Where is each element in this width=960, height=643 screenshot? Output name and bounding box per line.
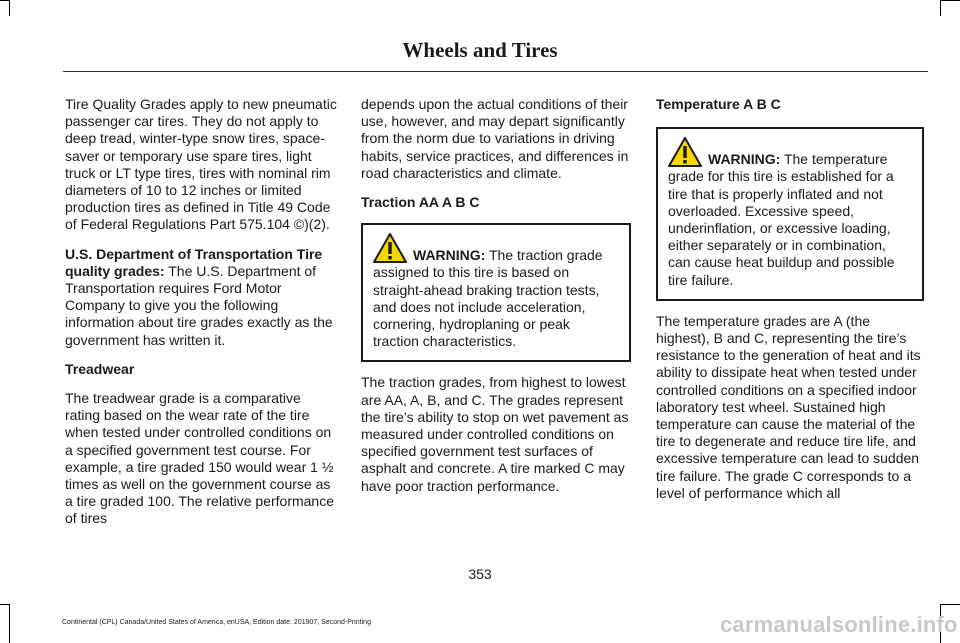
crop-mark (0, 604, 9, 605)
heading-treadwear: Treadwear (65, 360, 135, 377)
column-3 (656, 96, 924, 514)
warning-triangle-icon (373, 233, 407, 263)
heading-temperature: Temperature A B C (656, 96, 781, 112)
dot-grades-label: U.S. Department of Transportation Tire quality grades: (65, 245, 323, 279)
paragraph-temperature-grades: The temperature grades are A (the highest), B and C, representing the tire’s resistance to the generation of heat and its ability to dissipate heat when tested under controlled conditions on a specified indoor laboratory test wheel. Sustained high temperature can cause the material of the tire to degenerate and reduce tire life, and excessive temperature can lead to sudden tire failure. The grade C corresponds to a level of performance which all (656, 312, 921, 501)
heading-traction: Traction AA A B C (361, 194, 480, 211)
warning-text: The temperature grade for this tire is established for a tire that is properly inflated and not overloaded. Excessive speed, underinflation, or excessive loading, either separately or in combination, can cause heat buildup and possible tire failure. (668, 151, 895, 288)
crop-mark (941, 0, 960, 1)
watermark: carmanualsonline.info (720, 612, 958, 637)
warning-triangle-icon (668, 137, 702, 167)
warning-box-temperature (656, 127, 924, 301)
column-1 (65, 96, 337, 540)
paragraph-treadwear: The treadwear grade is a comparative rating based on the wear rate of the tire when tested under controlled conditions on a specified government test course. For example, a tire graded 150 would wear 1 ½ times as well on the government course as a tire graded 100. The relative performance of tires (65, 390, 335, 527)
warning-box-traction (361, 223, 631, 362)
paragraph-quality-grades: Tire Quality Grades apply to new pneumatic passenger car tires. They do not apply to deep tread, winter-type snow tires, space-saver or temporary use spare tires, light truck or LT type tires, tires with nominal rim diameters of 10 to 12 inches or limited production tires as defined in Title 49 Code of Federal Regulations Part 575.104 ©)(2). (65, 96, 337, 233)
paragraph-traction-grades: The traction grades, from highest to lowest are AA, A, B, and C. The grades represent the tire’s ability to stop on wet pavement as measured under controlled conditions on specified government test surfaces of asphalt and concrete. A tire marked C may have poor traction performance. (361, 374, 629, 494)
paragraph-dot-grades (65, 246, 337, 349)
dot-grades-text: The U.S. Department of Transportation requires Ford Motor Company to give you the following information about tire grades exactly as the government has written it. (65, 262, 333, 348)
warning-label: WARNING: (413, 247, 486, 264)
crop-mark (940, 0, 941, 16)
warning-text: The traction grade assigned to this tire is based on straight-ahead braking traction tests, and does not include acceleration, cornering, hydroplaning or peak traction characteristics. (373, 247, 603, 350)
crop-mark (941, 604, 960, 605)
crop-mark (0, 0, 9, 1)
crop-mark (9, 604, 10, 643)
page-title: Wheels and Tires (402, 38, 558, 62)
header-divider (63, 71, 928, 72)
crop-mark (9, 0, 10, 16)
warning-label: WARNING: (708, 151, 781, 168)
paragraph-actual-conditions: depends upon the actual conditions of their use, however, and may depart significantly from the norm due to variations in driving habits, service practices, and differences in road characteristics and climate. (361, 96, 629, 181)
footer-edition: Continental (CPL) Canada/United States of America, enUSA, Edition date: 201907, Second-Printing (62, 619, 371, 626)
page-number: 353 (468, 566, 492, 582)
column-2 (361, 96, 631, 507)
